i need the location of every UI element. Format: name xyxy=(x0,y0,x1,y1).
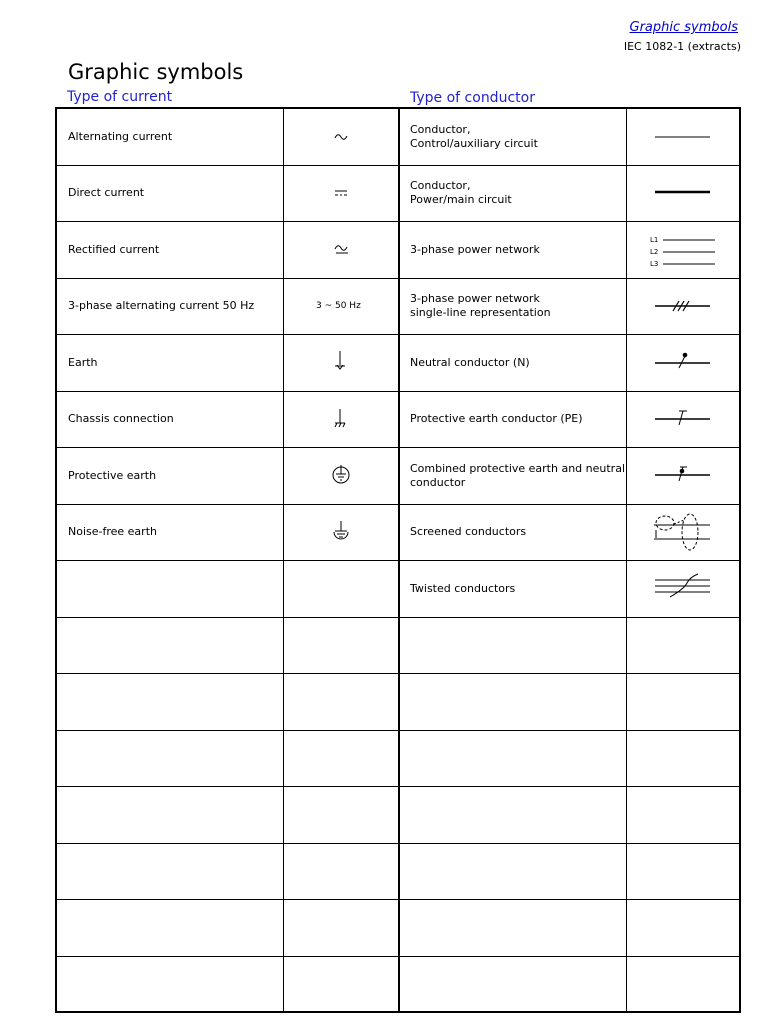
page-title: Graphic symbols xyxy=(68,60,244,84)
conductor-label-pe: Protective earth conductor (PE) xyxy=(410,412,583,425)
current-label-three-phase: 3-phase alternating current 50 Hz xyxy=(68,299,255,312)
row-divider xyxy=(57,278,739,279)
alternating-current-symbol xyxy=(333,129,349,145)
rectified-current-symbol xyxy=(333,241,351,259)
row-divider xyxy=(57,786,739,787)
screened-symbol xyxy=(650,512,714,554)
row-divider xyxy=(57,165,739,166)
row-divider xyxy=(57,673,739,674)
conductor-label-screened: Screened conductors xyxy=(410,525,527,538)
row-divider xyxy=(57,391,739,392)
three-phase-50hz-symbol: 3 ~ 50 Hz xyxy=(316,301,361,311)
row-divider xyxy=(57,956,739,957)
pe-symbol xyxy=(654,405,712,427)
current-label-earth: Earth xyxy=(68,356,98,369)
conductor-label-neutral: Neutral conductor (N) xyxy=(410,356,530,369)
thick-line-symbol xyxy=(654,184,712,200)
protective-earth-symbol xyxy=(331,463,351,485)
section-heading-type-of-current: Type of current xyxy=(67,89,173,105)
row-divider xyxy=(57,221,739,222)
chassis-symbol xyxy=(332,407,348,431)
conductor-label-single-line: 3-phase power network single-line representation xyxy=(410,292,551,319)
conductor-label-twisted: Twisted conductors xyxy=(410,582,516,595)
pen-symbol xyxy=(654,461,712,483)
row-divider xyxy=(57,899,739,900)
single-line-symbol xyxy=(654,296,712,316)
row-divider xyxy=(57,730,739,731)
three-phase-network-symbol xyxy=(649,233,719,269)
current-label-direct: Direct current xyxy=(68,186,145,199)
row-divider xyxy=(57,447,739,448)
row-divider xyxy=(57,560,739,561)
noise-free-earth-symbol xyxy=(331,519,351,541)
standard-reference: IEC 1082-1 (extracts) xyxy=(623,40,741,53)
conductor-label-control: Conductor, Control/auxiliary circuit xyxy=(410,123,538,150)
current-label-alternating: Alternating current xyxy=(68,130,173,143)
current-label-rectified: Rectified current xyxy=(68,243,160,256)
conductor-label-pen: Combined protective earth and neutral conductor xyxy=(410,462,625,489)
twisted-symbol xyxy=(654,571,712,601)
thin-line-symbol xyxy=(654,129,712,145)
conductor-label-power: Conductor, Power/main circuit xyxy=(410,179,512,206)
phase-label-l1: L1 xyxy=(650,236,659,244)
conductor-label-three-phase: 3-phase power network xyxy=(410,243,540,256)
symbol-table xyxy=(55,107,741,1013)
current-label-protective-earth: Protective earth xyxy=(68,469,157,482)
neutral-symbol xyxy=(654,349,712,371)
row-divider xyxy=(57,334,739,335)
current-label-noise-free-earth: Noise-free earth xyxy=(68,525,157,538)
phase-label-l2: L2 xyxy=(650,248,659,256)
section-heading-type-of-conductor: Type of conductor xyxy=(410,90,535,106)
current-label-chassis: Chassis connection xyxy=(68,412,174,425)
row-divider xyxy=(57,504,739,505)
earth-symbol xyxy=(332,349,348,373)
header-link-graphic-symbols[interactable]: Graphic symbols xyxy=(629,20,738,35)
direct-current-symbol xyxy=(333,186,349,200)
row-divider xyxy=(57,843,739,844)
row-divider xyxy=(57,617,739,618)
phase-label-l3: L3 xyxy=(650,260,659,268)
